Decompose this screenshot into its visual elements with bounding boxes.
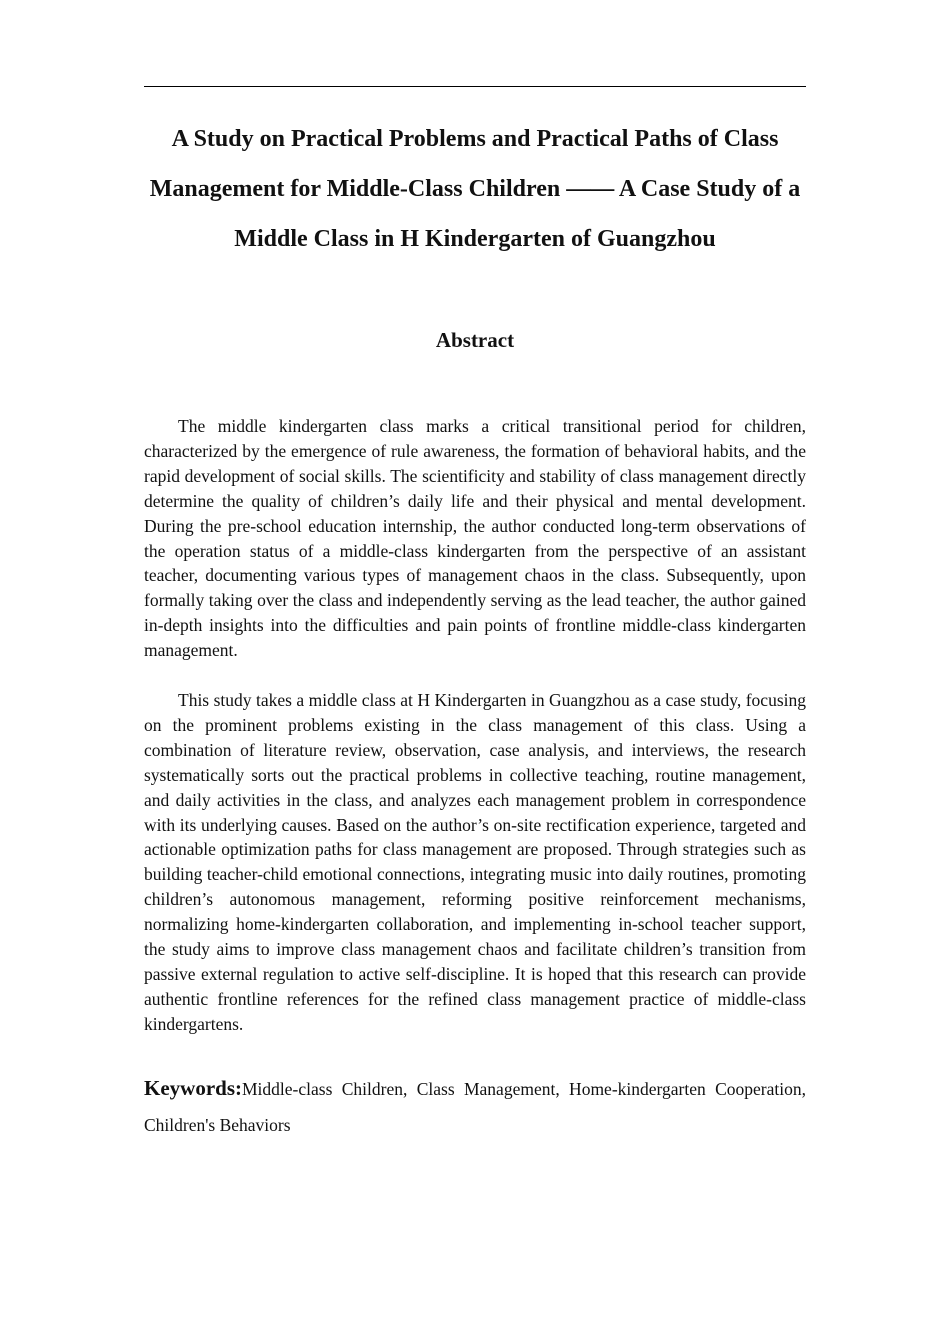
abstract-heading: Abstract [435, 328, 515, 352]
keywords-line [144, 1070, 806, 1143]
keywords-label: Keywords: [144, 1076, 242, 1100]
abstract-paragraph-1: The middle kindergarten class marks a critical transitional period for children, characterized by the emergence of rule awareness, the formation of behavioral habits, and the rapid development of social skills. The scientificity and stability of class management directly determine the quality of children’s daily life and their physical and mental development. During the pre-school education internship, the author conducted long-term observations of the operation status of a middle-class kindergarten from the perspective of an assistant teacher, documenting various types of management chaos in the class. Subsequently, upon formally taking over the class and independently serving as the lead teacher, the author gained in-depth insights into the difficulties and pain points of frontline middle-class kindergarten management. [144, 416, 806, 661]
abstract-paragraph-2: This study takes a middle class at H Kindergarten in Guangzhou as a case study, focusing on the prominent problems existing in the class management of this class. Using a combination of literature review, observation, case analysis, and interviews, the research systematically sorts out the practical problems in collective teaching, routine management, and daily activities in the class, and analyzes each management problem in correspondence with its underlying causes. Based on the author’s on-site rectification experience, targeted and actionable optimization paths for class management are proposed. Through strategies such as building teacher-child emotional connections, integrating music into daily routines, promoting children’s autonomous management, reforming positive reinforcement mechanisms, normalizing home-kindergarten collaboration, and implementing in-school teacher support, the study aims to improve class management chaos and facilitate children’s transition from passive external regulation to active self-discipline. It is hoped that this research can provide authentic frontline references for the refined class management practice of middle-class kindergartens. [144, 690, 806, 1034]
keywords-text: Middle-class Children, Class Management, Home-kindergarten Cooperation, Children's Behaviors [144, 1079, 806, 1135]
header-rule [144, 86, 806, 87]
paper-title: A Study on Practical Problems and Practical Paths of Class Management for Middle-Class Children —— A Case Study of a Middle Class in H Kindergarten of Guangzhou [149, 126, 801, 252]
